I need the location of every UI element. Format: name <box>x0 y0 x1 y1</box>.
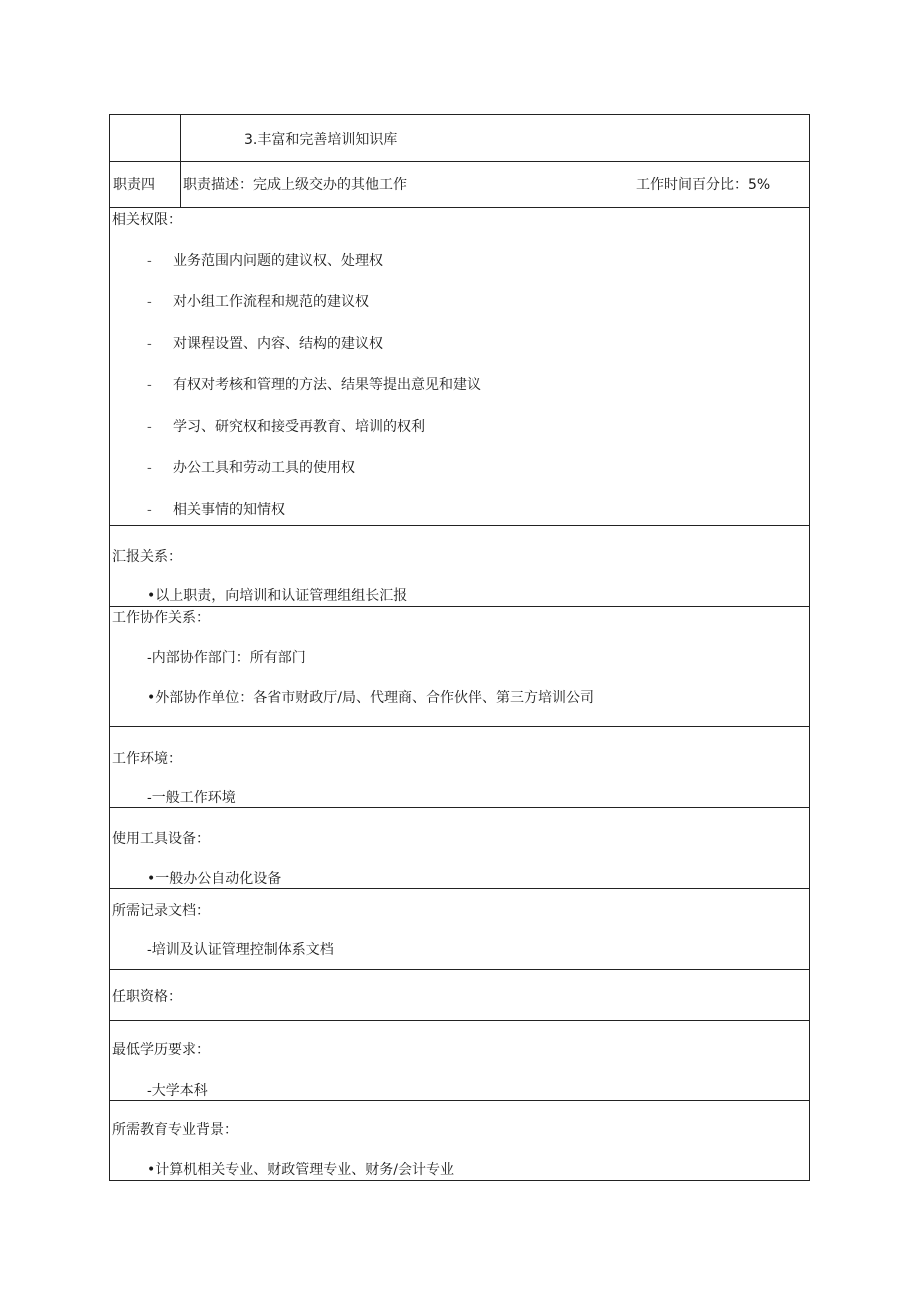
row-divider <box>110 606 809 607</box>
column-divider <box>180 115 181 207</box>
authority-item: - 学习、研究权和接受再教育、培训的权利 <box>147 419 425 435</box>
records-item: -培训及认证管理控制体系文档 <box>147 942 334 958</box>
collaboration-heading: 工作协作关系： <box>112 610 210 626</box>
collaboration-item: -内部协作部门：所有部门 <box>147 650 306 666</box>
education-item: -大学本科 <box>147 1083 208 1099</box>
authority-item: - 对课程设置、内容、结构的建议权 <box>147 336 383 352</box>
duty-description: 职责描述：完成上级交办的其他工作 <box>183 177 407 193</box>
major-heading: 所需教育专业背景： <box>112 1122 238 1138</box>
authority-item: - 相关事情的知情权 <box>147 502 285 518</box>
tools-heading: 使用工具设备： <box>112 831 210 847</box>
authority-item: - 对小组工作流程和规范的建议权 <box>147 294 369 310</box>
row-divider <box>110 969 809 970</box>
reporting-item: •以上职责，向培训和认证管理组组长汇报 <box>147 588 408 604</box>
job-description-table <box>109 114 810 1181</box>
dash-marker: - <box>147 377 152 393</box>
authority-item: - 业务范围内问题的建议权、处理权 <box>147 253 383 269</box>
row-divider <box>110 161 809 162</box>
authority-heading: 相关权限： <box>112 212 182 228</box>
row-divider <box>110 726 809 727</box>
collaboration-item: •外部协作单位：各省市财政厅/局、代理商、合作伙伴、第三方培训公司 <box>147 690 594 706</box>
row-divider <box>110 1020 809 1021</box>
dash-marker: - <box>147 460 152 476</box>
education-heading: 最低学历要求： <box>112 1042 210 1058</box>
duty-item-text: 3.丰富和完善培训知识库 <box>244 132 398 148</box>
duty-label: 职责四 <box>113 177 155 193</box>
environment-heading: 工作环境： <box>112 751 182 767</box>
row-divider <box>110 525 809 526</box>
row-divider <box>110 207 809 208</box>
major-item: •计算机相关专业、财政管理专业、财务/会计专业 <box>147 1162 454 1178</box>
work-time-percent: 工作时间百分比：5% <box>636 177 771 193</box>
dash-marker: - <box>147 253 152 269</box>
dash-marker: - <box>147 294 152 310</box>
dash-marker: - <box>147 502 152 518</box>
qualification-heading: 任职资格： <box>112 989 182 1005</box>
row-divider <box>110 1100 809 1101</box>
dash-marker: - <box>147 419 152 435</box>
records-heading: 所需记录文档： <box>112 903 210 919</box>
row-divider <box>110 888 809 889</box>
authority-item: - 办公工具和劳动工具的使用权 <box>147 460 355 476</box>
dash-marker: - <box>147 336 152 352</box>
reporting-heading: 汇报关系： <box>112 549 182 565</box>
tools-item: •一般办公自动化设备 <box>147 871 282 887</box>
authority-item: - 有权对考核和管理的方法、结果等提出意见和建议 <box>147 377 481 393</box>
environment-item: -一般工作环境 <box>147 790 236 806</box>
row-divider <box>110 807 809 808</box>
